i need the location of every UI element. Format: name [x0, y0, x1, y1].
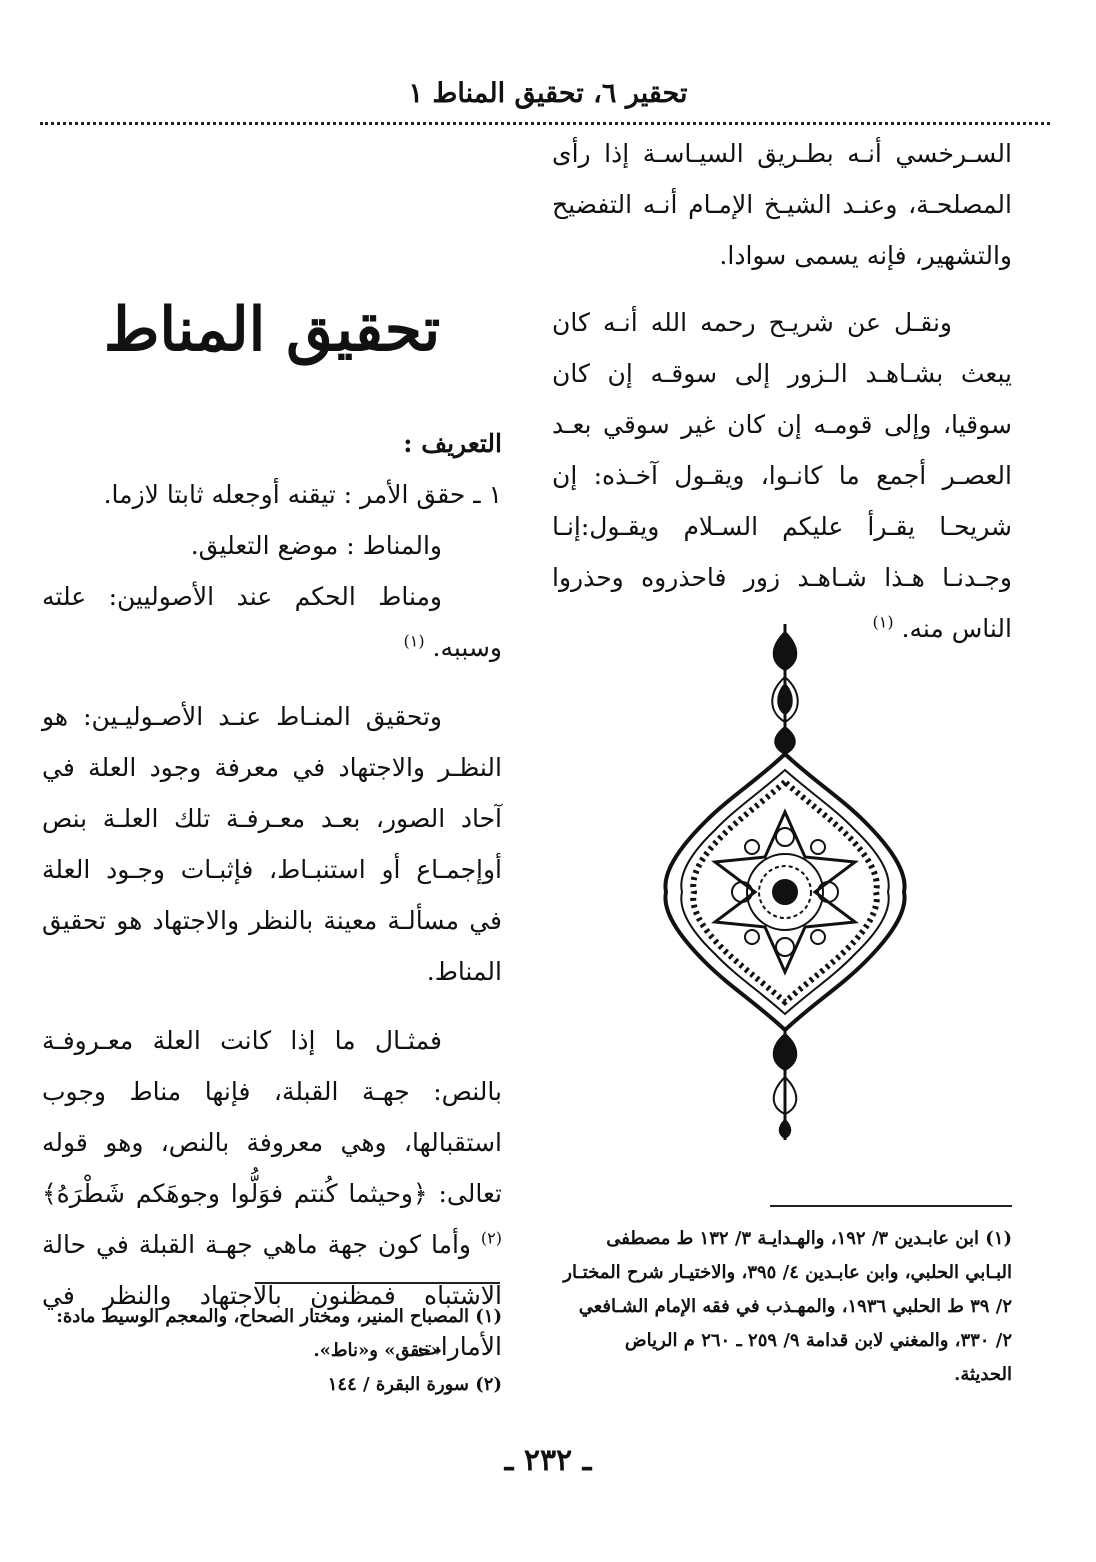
definition-line [42, 571, 502, 673]
paragraph: وتحقيق المنـاط عنـد الأصـوليـين: هو النظـر والاجتهاد في معرفة وجود العلة في آحاد الصور، بعـد معـرفـة تلك العلـة بنص أوإجمـاع أو استنبـاط، فإثبـات وجـود العلة في مسألـة معينة بالنظر والاجتهاد هو تحقيق المناط. [42, 702, 502, 986]
footnote: «حقق» و«ناط». [313, 1340, 442, 1361]
header-divider [40, 122, 1050, 125]
ornament-icon [660, 622, 910, 1142]
footnote-divider [255, 1282, 500, 1284]
footnote: (١) المصباح المنير، ومختار الصحاح، والمعجم الوسيط مادة: [56, 1306, 502, 1327]
left-column [42, 280, 502, 1372]
footnote-divider [770, 1205, 1012, 1207]
footnote: (٢) سورة البقرة / ١٤٤ [327, 1374, 502, 1395]
paragraph [552, 297, 1012, 654]
footnote-marker: (١) [403, 631, 425, 651]
paragraph: السـرخسي أنـه بطـريق السيـاسـة إذا رأى المصلحـة، وعنـد الشيـخ الإمـام أنـه التفضيح والتشهير، فإنه يسمى سوادا. [552, 139, 1012, 270]
paragraph-text: فمثـال ما إذا كانت العلة معـروفـة بالنص: جهـة القبلة، فإنها مناط وجوب استقبالها، وهي معروفة بالنص، وهو قوله تعالى: ﴿وحيثما كُنتم فوَلُّوا وجوهَكم شَطْرَهُ﴾ [42, 1026, 502, 1208]
footnote-marker: (١) [872, 612, 894, 632]
footnote: (١) ابن عابـدين ٣/ ١٩٢، والهـدايـة ٣/ ١٣٢ ط مصطفى البـابي الحلبي، وابن عابـدين ٤/ ٣٩٥، والاختيـار شرح المختـار ٢/ ٣٩ ط الحلبي ١٩٣٦، والمهـذب في فقه الإمام الشـافعي ٢/ ٣٣٠، والمغني لابن قدامة ٩/ ٢٥٩ ـ ٢٦٠ م الرياض الحديثة. [563, 1228, 1012, 1385]
definition-line: والمناط : موضع التعليق. [190, 531, 442, 560]
footnotes-right [562, 1222, 1012, 1392]
paragraph-text: ونقـل عن شريـح رحمه الله أنـه كان يبعث بشـاهـد الـزور إلى سوقـه إن كان سوقيا، وإلى قومـه إن كان غير سوقي بعـد العصـر أجمع ما كانـوا، ويقـول آخـذه: إن شريحـا يقـرأ عليكم السـلام ويقـول:إنـا وجـدنـا هـذا شـاهـد زور فاحذروه وحذروا الناس منه. [552, 308, 1012, 643]
footnotes-left [42, 1300, 502, 1402]
section-title: تحقيق المناط [103, 295, 441, 365]
footnote-marker: (٢) [480, 1228, 502, 1248]
definition-heading: التعريف : [403, 429, 502, 458]
right-column [552, 128, 1012, 670]
definition-text: ومناط الحكم عند الأصوليين: علته وسببه. [42, 582, 502, 662]
page-number: ـ ٢٣٢ ـ [504, 1443, 592, 1478]
running-head: تحقير ٦، تحقيق المناط ١ [408, 78, 688, 109]
paragraph-text: وأما كون جهة ماهي جهـة القبلة في حالة الاشتباه فمظنون بالاجتهاد والنظر في الأمارات. [42, 1230, 502, 1361]
definition-line: ١ ـ حقق الأمر : تيقنه أوجعله ثابتا لازما. [103, 480, 502, 509]
